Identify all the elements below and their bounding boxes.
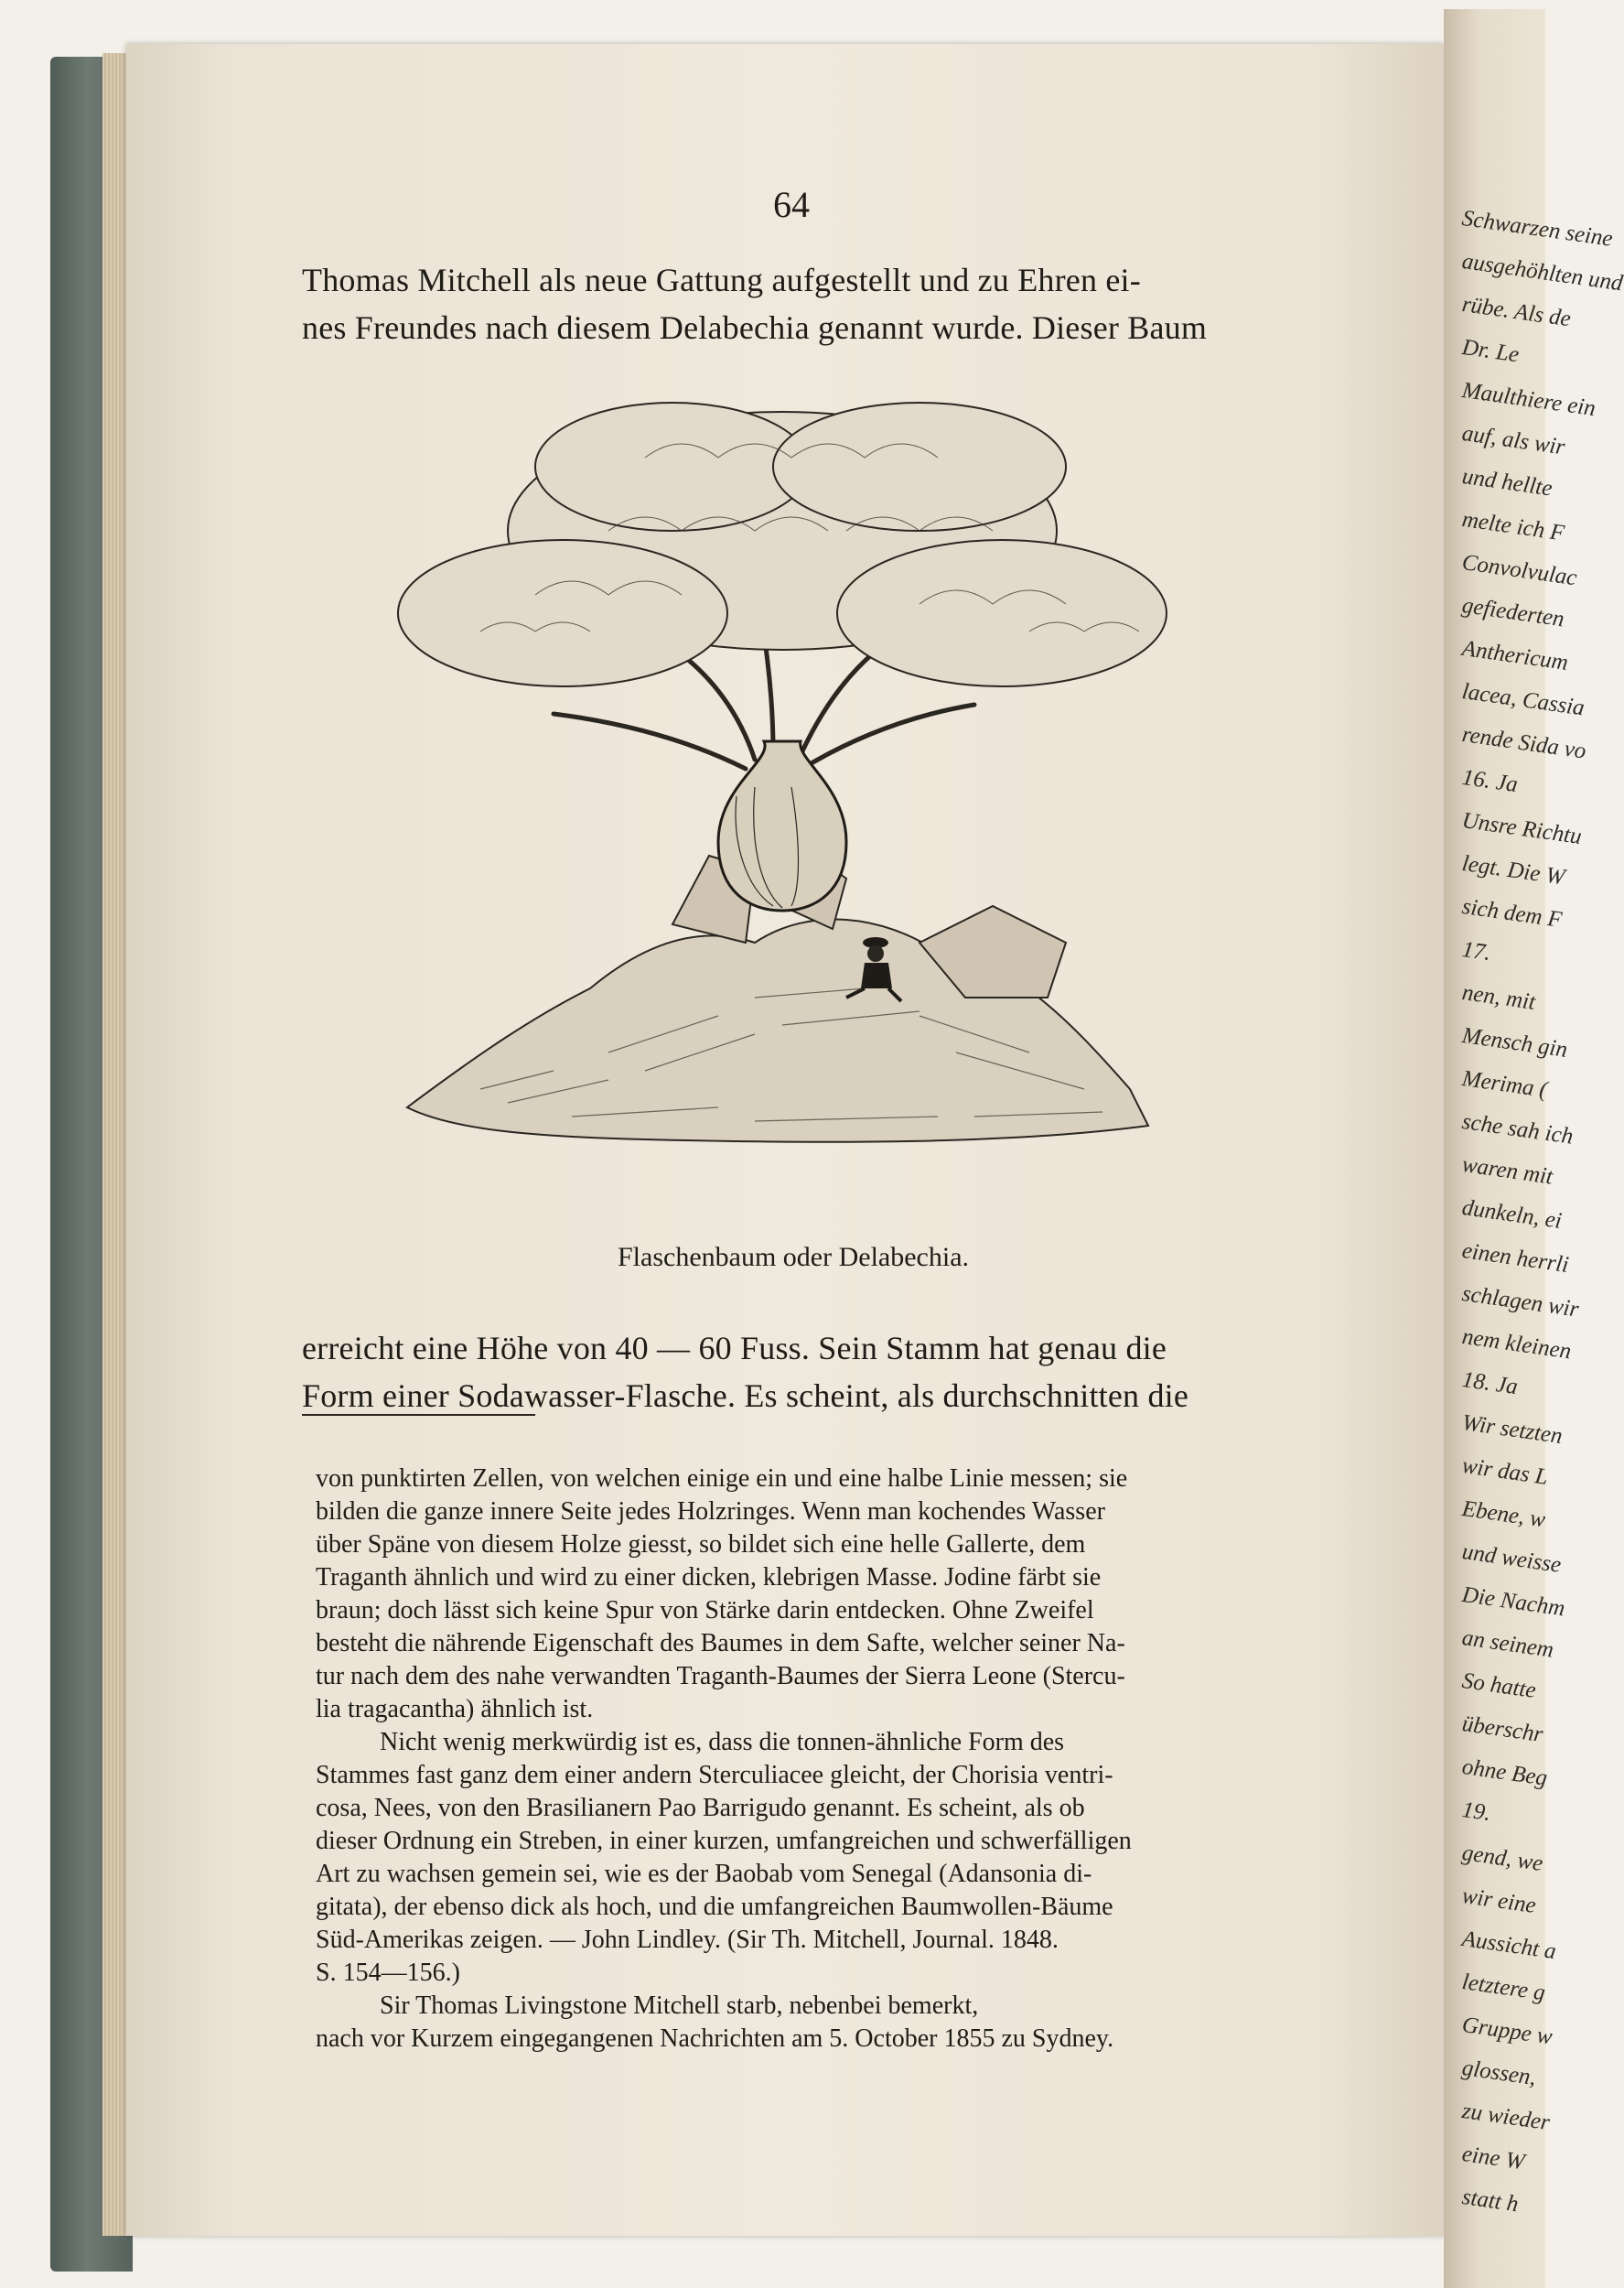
footnote-line: S. 154—156.) xyxy=(316,1959,460,1987)
body-text-line: Form einer Sodawasser-Flasche. Es scheint, als durchschnitten die xyxy=(302,1377,1189,1414)
facing-text-fragment: sich dem F xyxy=(1460,894,1564,934)
facing-text-fragment: ohne Beg xyxy=(1460,1754,1549,1791)
facing-text-fragment: Anthericum xyxy=(1460,636,1570,675)
footnote-line: dieser Ordnung ein Streben, in einer kurzen, umfangreichen und schwerfälligen xyxy=(316,1827,1132,1855)
footnote-line: von punktirten Zellen, von welchen einige ein und eine halbe Linie messen; sie xyxy=(316,1464,1128,1493)
facing-text-fragment: nem kleinen xyxy=(1460,1324,1573,1365)
body-text-line: Thomas Mitchell als neue Gattung aufgestellt und zu Ehren ei- xyxy=(302,262,1141,298)
footnote-line: besteht die nährende Eigenschaft des Baumes in dem Safte, welcher seiner Na- xyxy=(316,1629,1125,1657)
facing-text-fragment: Convolvulac xyxy=(1460,550,1579,591)
footnote-line: Süd-Amerikas zeigen. — John Lindley. (Sir Th. Mitchell, Journal. 1848. xyxy=(316,1926,1059,1954)
facing-text-fragment: Mensch gin xyxy=(1460,1023,1569,1063)
facing-text-fragment: Merima ( xyxy=(1460,1066,1549,1103)
facing-text-fragment: schlagen wir xyxy=(1460,1281,1581,1322)
facing-text-fragment: Maulthiere ein xyxy=(1460,378,1597,422)
facing-text-fragment: einen herrli xyxy=(1460,1238,1571,1279)
facing-text-fragment: und weisse xyxy=(1460,1539,1563,1578)
facing-text-fragment: 16. Ja xyxy=(1460,765,1520,798)
facing-text-fragment: dunkeln, ei xyxy=(1460,1195,1564,1235)
facing-text-fragment: melte ich F xyxy=(1460,507,1566,546)
facing-text-fragment: sche sah ich xyxy=(1460,1109,1576,1149)
facing-text-fragment: wir eine xyxy=(1460,1883,1538,1919)
facing-text-fragment: auf, als wir xyxy=(1460,421,1567,460)
bottle-tree-illustration xyxy=(371,357,1194,1226)
facing-text-fragment: Aussicht a xyxy=(1460,1926,1558,1965)
facing-text-fragment: gefiederten xyxy=(1460,593,1566,632)
footnote-line: braun; doch lässt sich keine Spur von Stärke darin entdecken. Ohne Zweifel xyxy=(316,1596,1094,1624)
footnote-line: Traganth ähnlich und wird zu einer dicken, klebrigen Masse. Jodine färbt sie xyxy=(316,1563,1102,1592)
facing-text-fragment: 17. xyxy=(1460,937,1492,966)
facing-text-fragment: Ebene, w xyxy=(1460,1496,1547,1533)
facing-text-fragment: Wir setzten xyxy=(1460,1410,1565,1450)
facing-text-fragment: So hatte xyxy=(1460,1668,1538,1704)
facing-text-fragment: Dr. Le xyxy=(1460,335,1521,368)
footnote-line: über Späne von diesem Holze giesst, so bildet sich eine helle Gallerte, dem xyxy=(316,1530,1086,1559)
facing-text-fragment: rende Sida vo xyxy=(1460,722,1588,764)
facing-text-fragment: und hellte xyxy=(1460,464,1554,502)
facing-text-fragment: Gruppe w xyxy=(1460,2013,1554,2050)
footnote-line: Art zu wachsen gemein sei, wie es der Baobab vom Senegal (Adansonia di- xyxy=(316,1860,1092,1888)
page-number: 64 xyxy=(773,184,810,225)
footnote-line: lia tragacantha) ähnlich ist. xyxy=(316,1695,594,1723)
facing-text-fragment: 19. xyxy=(1460,1797,1492,1827)
facing-text-fragment: 18. Ja xyxy=(1460,1367,1520,1400)
facing-text-fragment: rübe. Als de xyxy=(1460,292,1573,332)
facing-text-fragment: Unsre Richtu xyxy=(1460,808,1584,850)
facing-text-fragment: lacea, Cassia xyxy=(1460,679,1586,721)
facing-text-fragment: legt. Die W xyxy=(1460,851,1567,890)
facing-page xyxy=(1444,9,1624,2288)
facing-text-fragment: nen, mit xyxy=(1460,980,1537,1015)
footnote-line: cosa, Nees, von den Brasilianern Pao Barrigudo genannt. Es scheint, als ob xyxy=(316,1794,1085,1822)
footnote-line: bilden die ganze innere Seite jedes Holzringes. Wenn man kochendes Wasser xyxy=(316,1497,1105,1526)
facing-text-fragment: wir das L xyxy=(1460,1453,1550,1490)
facing-text-fragment: ausgehöhlten und xyxy=(1460,249,1624,297)
footnote-line: Stammes fast ganz dem einer andern Sterculiacee gleicht, der Chorisia ventri- xyxy=(316,1761,1113,1789)
footnote-line: Nicht wenig merkwürdig ist es, dass die tonnen-ähnliche Form des xyxy=(380,1728,1065,1756)
footnote-line: nach vor Kurzem eingegangenen Nachrichten am 5. October 1855 zu Sydney. xyxy=(316,2024,1114,2053)
facing-text-fragment: gend, we xyxy=(1460,1840,1545,1877)
facing-text-fragment: Die Nachm xyxy=(1460,1582,1567,1622)
footnote-line: gitata), der ebenso dick als hoch, und die umfangreichen Baumwollen-Bäume xyxy=(316,1893,1113,1921)
canopy xyxy=(398,403,1167,686)
facing-text-fragment: eine W xyxy=(1460,2142,1527,2175)
body-text-line: nes Freundes nach diesem Delabechia genannt wurde. Dieser Baum xyxy=(302,309,1208,346)
figure-caption: Flaschenbaum oder Delabechia. xyxy=(618,1242,970,1272)
facing-text-fragment: überschr xyxy=(1460,1711,1545,1748)
footnote-rule xyxy=(302,1414,535,1416)
footnote-line: Sir Thomas Livingstone Mitchell starb, nebenbei bemerkt, xyxy=(380,1991,979,2020)
facing-text-fragment: an seinem xyxy=(1460,1625,1555,1663)
facing-text-fragment: waren mit xyxy=(1460,1152,1554,1190)
facing-text-fragment: Schwarzen seine xyxy=(1460,206,1615,252)
facing-text-fragment: glossen, xyxy=(1460,2056,1538,2091)
facing-text-fragment: statt h xyxy=(1460,2185,1521,2218)
facing-text-fragment: letztere g xyxy=(1460,1970,1547,2006)
footnote-line: tur nach dem des nahe verwandten Traganth-Baumes der Sierra Leone (Stercu- xyxy=(316,1662,1125,1690)
body-text-line: erreicht eine Höhe von 40 — 60 Fuss. Sein Stamm hat genau die xyxy=(302,1330,1167,1366)
facing-text-fragment: zu wieder xyxy=(1460,2099,1552,2136)
